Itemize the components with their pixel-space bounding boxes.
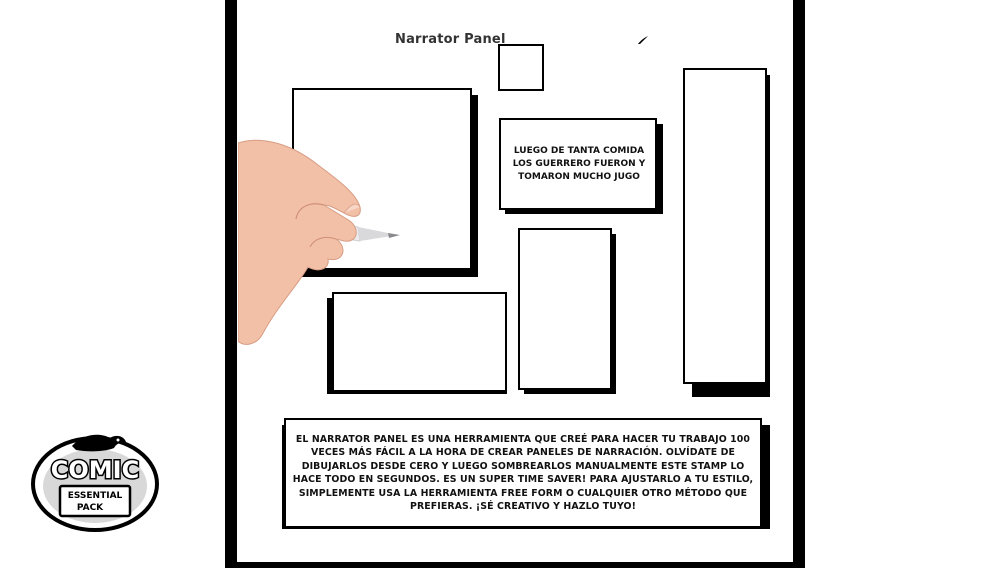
logo-word: COMIC <box>50 456 140 484</box>
comic-essential-pack-logo <box>30 424 160 534</box>
logo-subtitle-2: PACK <box>76 503 104 513</box>
narration-text-small: LUEGO DE TANTA COMIDA LOS GUERRERO FUERON Y TOMARON MUCHO JUGO <box>512 145 646 182</box>
comic-panel-tall <box>683 68 767 384</box>
hand-icon <box>238 135 408 350</box>
logo-subtitle-1: ESSENTIAL <box>67 491 123 501</box>
brush-mark-icon <box>636 34 650 46</box>
narration-text-large: EL NARRATOR PANEL ES UNA HERRAMIENTA QUE CREÉ PARA HACER TU TRABAJO 100 VECES MÁS FÁCIL A LA HORA DE CREAR PANELES DE NARRACIÓN. OLVÍDATE DE DIBUJARLOS DESDE CERO Y LUEGO SOMBREARLOS MANUALMENTE ESTE STAMP LO HACE TODO EN SEGUNDOS. ES UN SUPER TIME SAVER! PARA AJUSTARLO A TU ESTILO, SIMPLEMENTE USA LA HERRAMIENTA FREE FORM O CUALQUIER OTRO MÉTODO QUE PREFIERAS. ¡SÉ CREATIVO Y HAZLO TUYO! <box>292 433 754 512</box>
page-title: Narrator Panel <box>395 32 506 47</box>
small-panel-sample <box>498 44 544 91</box>
comic-panel-vertical <box>518 228 612 390</box>
